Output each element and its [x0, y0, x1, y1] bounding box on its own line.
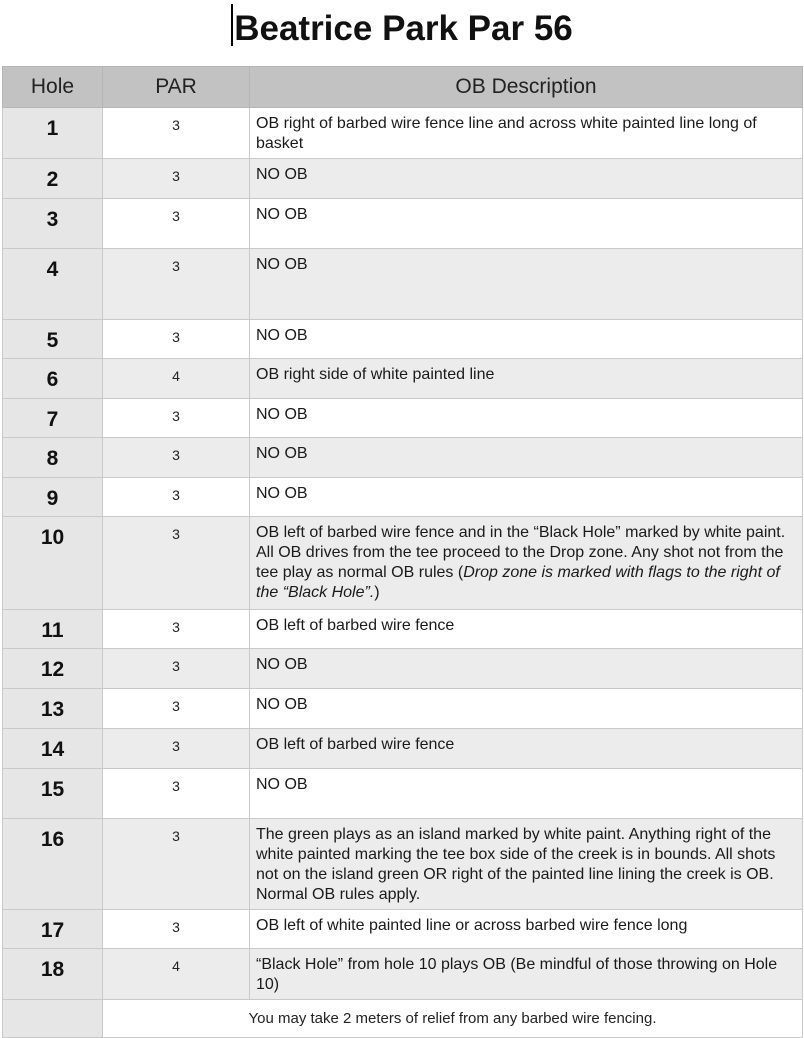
ob-description: NO OB — [250, 199, 803, 249]
hole-number: 15 — [3, 769, 103, 819]
hole-number: 1 — [3, 108, 103, 159]
par-value: 3 — [103, 910, 250, 949]
table-row — [3, 159, 803, 199]
table-row — [3, 199, 803, 249]
header-row — [3, 67, 803, 108]
ob-description — [250, 517, 803, 610]
par-value: 3 — [103, 478, 250, 517]
ob-description: “Black Hole” from hole 10 plays OB (Be mindful of those throwing on Hole 10) — [250, 949, 803, 1000]
table-row — [3, 729, 803, 769]
table-row — [3, 610, 803, 649]
hole-number: 6 — [3, 359, 103, 399]
par-value: 3 — [103, 729, 250, 769]
hole-number: 17 — [3, 910, 103, 949]
ob-description: OB right side of white painted line — [250, 359, 803, 399]
ob-description: NO OB — [250, 769, 803, 819]
ob-description: OB left of barbed wire fence — [250, 729, 803, 769]
par-value: 3 — [103, 199, 250, 249]
hole-number: 11 — [3, 610, 103, 649]
hole-number: 3 — [3, 199, 103, 249]
ob-description-text: OB left of barbed wire fence and in the “Black Hole” marked by white paint. All OB drives from the tee proceed to the Drop zone. Any shot not from the tee play as normal OB rules ( — [256, 524, 786, 581]
hole-number: 10 — [3, 517, 103, 610]
par-value: 3 — [103, 438, 250, 478]
table-row — [3, 320, 803, 359]
table-row — [3, 649, 803, 689]
ob-description: NO OB — [250, 249, 803, 320]
hole-number: 12 — [3, 649, 103, 689]
table-row — [3, 517, 803, 610]
par-value: 3 — [103, 610, 250, 649]
ob-description: NO OB — [250, 159, 803, 199]
table-row — [3, 108, 803, 159]
ob-description: NO OB — [250, 438, 803, 478]
par-value: 3 — [103, 159, 250, 199]
hole-number: 18 — [3, 949, 103, 1000]
table-row — [3, 910, 803, 949]
hole-number: 9 — [3, 478, 103, 517]
footer-blank-cell — [3, 1000, 103, 1038]
hole-number: 13 — [3, 689, 103, 729]
ob-description: OB right of barbed wire fence line and across white painted line long of basket — [250, 108, 803, 159]
table-row — [3, 359, 803, 399]
par-value: 3 — [103, 517, 250, 610]
header-par: PAR — [103, 67, 250, 108]
hole-number: 4 — [3, 249, 103, 320]
page-title-text: Beatrice Park Par 56 — [234, 9, 573, 48]
table-row — [3, 249, 803, 320]
par-value: 3 — [103, 249, 250, 320]
ob-description-italic: Drop zone is marked with flags to the right of the “Black Hole”. — [256, 564, 780, 601]
page-title — [0, 4, 804, 50]
par-value: 3 — [103, 108, 250, 159]
ob-description: NO OB — [250, 320, 803, 359]
par-value: 4 — [103, 949, 250, 1000]
hole-number: 5 — [3, 320, 103, 359]
ob-description: NO OB — [250, 649, 803, 689]
par-value: 3 — [103, 320, 250, 359]
hole-number: 7 — [3, 399, 103, 438]
par-value: 3 — [103, 819, 250, 910]
ob-table — [2, 66, 803, 1038]
table-row — [3, 769, 803, 819]
ob-description: OB left of white painted line or across barbed wire fence long — [250, 910, 803, 949]
par-value: 3 — [103, 769, 250, 819]
header-hole: Hole — [3, 67, 103, 108]
hole-number: 14 — [3, 729, 103, 769]
par-value: 3 — [103, 399, 250, 438]
hole-number: 2 — [3, 159, 103, 199]
ob-description: OB left of barbed wire fence — [250, 610, 803, 649]
ob-description: NO OB — [250, 478, 803, 517]
ob-description-end: ) — [374, 584, 380, 601]
hole-number: 8 — [3, 438, 103, 478]
table-row — [3, 399, 803, 438]
footer-note-row — [3, 1000, 803, 1038]
ob-description: NO OB — [250, 399, 803, 438]
text-cursor — [231, 4, 233, 46]
table-row — [3, 689, 803, 729]
header-ob-description: OB Description — [250, 67, 803, 108]
table-row — [3, 949, 803, 1000]
footer-note: You may take 2 meters of relief from any barbed wire fencing. — [103, 1000, 803, 1038]
par-value: 3 — [103, 689, 250, 729]
par-value: 3 — [103, 649, 250, 689]
hole-number: 16 — [3, 819, 103, 910]
par-value: 4 — [103, 359, 250, 399]
ob-description: NO OB — [250, 689, 803, 729]
table-row — [3, 478, 803, 517]
ob-description: The green plays as an island marked by white paint. Anything right of the white painted marking the tee box side of the creek is in bounds. All shots not on the island green OR right of the painted line lining the creek is OB. Normal OB rules apply. — [250, 819, 803, 910]
table-row — [3, 438, 803, 478]
table-row — [3, 819, 803, 910]
